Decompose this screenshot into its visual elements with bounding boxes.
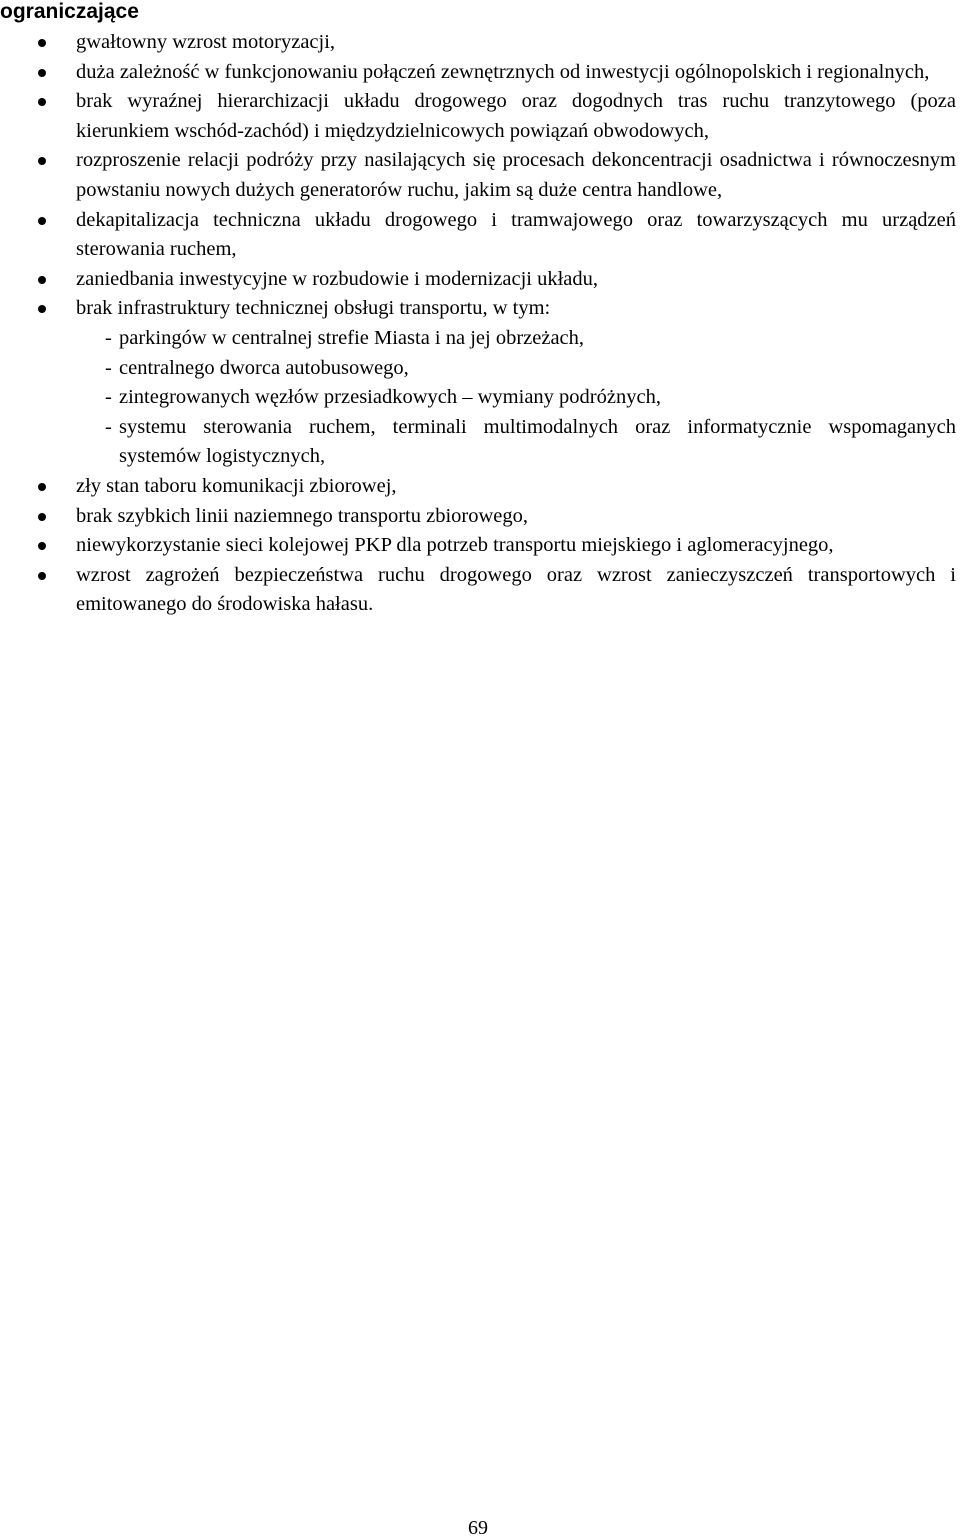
- section-heading: ograniczające: [0, 0, 139, 23]
- list-item-text: dekapitalizacja techniczna układu drogowego i tramwajowego oraz towarzyszących mu urządzeń sterowania ruchem,: [76, 208, 956, 261]
- bullet-icon: [38, 69, 46, 77]
- list-item: [0, 28, 956, 58]
- list-item-text: brak szybkich linii naziemnego transportu zbiorowego,: [76, 504, 529, 527]
- list-item: [0, 294, 956, 472]
- bullet-icon: [38, 98, 46, 106]
- bullet-icon: [38, 157, 46, 165]
- dash-marker: -: [105, 415, 112, 438]
- bullet-icon: [38, 217, 46, 225]
- sublist-item-text: parkingów w centralnej strefie Miasta i na jej obrzeżach,: [119, 326, 585, 349]
- list-item-text: brak wyraźnej hierarchizacji układu drogowego oraz dogodnych tras ruchu tranzytowego (poza kierunkiem wschód-zachód) i międzydzielnicowych powiązań obwodowych,: [76, 90, 956, 142]
- list-item: [0, 146, 956, 205]
- sublist-item: [105, 413, 956, 472]
- bullet-icon: [38, 276, 46, 284]
- list-item: [0, 206, 956, 265]
- list-item-text: zaniedbania inwestycyjne w rozbudowie i modernizacji układu,: [76, 267, 598, 290]
- list-item-text: rozproszenie relacji podróży przy nasilających się procesach dekoncentracji osadnictwa i równoczesnym powstaniu nowych dużych generatorów ruchu, jakim są duże centra handlowe,: [76, 149, 956, 201]
- list-item-text: niewykorzystanie sieci kolejowej PKP dla potrzeb transportu miejskiego i aglomeracyjnego,: [76, 534, 834, 557]
- list-item: [0, 87, 956, 146]
- list-item-text: brak infrastruktury technicznej obsługi transportu, w tym:: [76, 297, 551, 320]
- sublist-item: [105, 354, 956, 384]
- list-item-text: zły stan taboru komunikacji zbiorowej,: [76, 474, 397, 497]
- dash-marker: -: [105, 386, 112, 409]
- constraints-list: [0, 28, 956, 620]
- bullet-icon: [38, 572, 46, 580]
- sublist-item: [105, 383, 956, 413]
- bullet-icon: [38, 542, 46, 550]
- sublist-item-text: zintegrowanych węzłów przesiadkowych – wymiany podróżnych,: [119, 386, 661, 409]
- bullet-icon: [38, 483, 46, 491]
- bullet-icon: [38, 305, 46, 313]
- list-item-text: gwałtowny wzrost motoryzacji,: [76, 31, 336, 53]
- list-item-text: duża zależność w funkcjonowaniu połączeń zewnętrznych od inwestycji ogólnopolskich i regionalnych,: [76, 60, 930, 83]
- list-item: [0, 561, 956, 620]
- bullet-icon: [38, 513, 46, 521]
- sublist-item-text: systemu sterowania ruchem, terminali multimodalnych oraz informatycznie wspomaganych systemów logistycznych,: [119, 415, 956, 468]
- dash-marker: -: [105, 356, 112, 379]
- sublist-item-text: centralnego dworca autobusowego,: [119, 356, 409, 379]
- page-number: 69: [468, 1517, 488, 1539]
- sublist-item: [105, 324, 956, 354]
- dash-marker: -: [105, 326, 112, 349]
- list-item: [0, 502, 956, 532]
- list-item-text: wzrost zagrożeń bezpieczeństwa ruchu drogowego oraz wzrost zanieczyszczeń transportowych i emitowanego do środowiska hałasu.: [76, 563, 956, 616]
- bullet-icon: [38, 39, 46, 47]
- list-item: [0, 265, 956, 295]
- list-item: [0, 58, 956, 88]
- infrastructure-sublist: [76, 324, 956, 472]
- list-item: [0, 472, 956, 502]
- list-item: [0, 531, 956, 561]
